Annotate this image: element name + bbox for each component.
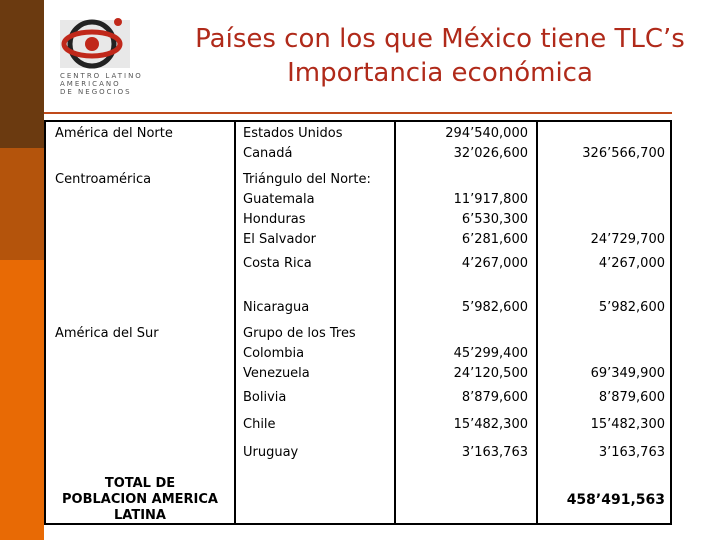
- country-group-name: Grupo de los Tres: [243, 326, 356, 341]
- subtotal-value: 4’267,000: [598, 256, 665, 271]
- country-name: Costa Rica: [243, 256, 312, 271]
- country-value: 4’267,000: [461, 256, 528, 271]
- country-value: 3’163,763: [461, 445, 528, 460]
- country-name: Venezuela: [243, 366, 310, 381]
- subtotal-value: 69’349,900: [590, 366, 665, 381]
- subtotal-value: 24’729,700: [590, 232, 665, 247]
- country-name: Colombia: [243, 346, 305, 361]
- country-name: Bolivia: [243, 390, 287, 405]
- country-value: 45’299,400: [453, 346, 528, 361]
- subtotal-value: 3’163,763: [598, 445, 665, 460]
- total-label: [50, 476, 230, 524]
- total-value: 458’491,563: [566, 492, 665, 508]
- region-central-america: Centroamérica: [55, 172, 152, 187]
- column-divider-3: [536, 120, 538, 525]
- total-label-line-2: POBLACION AMERICA: [62, 492, 218, 507]
- country-name: Estados Unidos: [243, 126, 343, 141]
- title-line-2: Importancia económica: [287, 58, 593, 88]
- country-value: 32’026,600: [453, 146, 528, 161]
- subtotal-value: 15’482,300: [590, 417, 665, 432]
- total-label-line-3: LATINA: [114, 508, 166, 523]
- left-decorative-bar: [0, 0, 44, 540]
- sidebar-band-dark: [0, 0, 44, 148]
- sidebar-band-mid: [0, 148, 44, 260]
- column-divider-1: [234, 120, 236, 525]
- country-value: 294’540,000: [445, 126, 528, 141]
- region-south-america: América del Sur: [55, 326, 159, 341]
- country-name: Guatemala: [243, 192, 315, 207]
- logo-caption-line-1: CENTRO LATINO: [60, 72, 143, 80]
- logo-caption-line-3: DE NEGOCIOS: [60, 88, 132, 96]
- total-label-line-1: TOTAL DE: [104, 476, 176, 491]
- country-name: Uruguay: [243, 445, 299, 460]
- country-name: Honduras: [243, 212, 306, 227]
- country-value: 8’879,600: [461, 390, 528, 405]
- country-name: Nicaragua: [243, 300, 310, 315]
- logo-caption-line-2: AMERICANO: [60, 80, 121, 88]
- title-line-1: Países con los que México tiene TLC’s: [195, 24, 685, 54]
- country-name: Chile: [243, 417, 276, 432]
- country-value: 15’482,300: [453, 417, 528, 432]
- page-title: [170, 22, 710, 90]
- country-value: 24’120,500: [453, 366, 528, 381]
- country-value: 11’917,800: [453, 192, 528, 207]
- country-name: Canadá: [243, 146, 293, 161]
- country-group-name: Triángulo del Norte:: [243, 172, 371, 187]
- country-value: 6’281,600: [461, 232, 528, 247]
- logo-caption: [60, 72, 170, 96]
- country-name: El Salvador: [243, 232, 316, 247]
- country-value: 6’530,300: [461, 212, 528, 227]
- subtotal-value: 326’566,700: [582, 146, 665, 161]
- subtotal-value: 8’879,600: [598, 390, 665, 405]
- column-divider-2: [394, 120, 396, 525]
- title-divider: [44, 112, 672, 114]
- country-value: 5’982,600: [461, 300, 528, 315]
- sidebar-band-light: [0, 260, 44, 540]
- subtotal-value: 5’982,600: [598, 300, 665, 315]
- region-north-america: América del Norte: [55, 126, 173, 141]
